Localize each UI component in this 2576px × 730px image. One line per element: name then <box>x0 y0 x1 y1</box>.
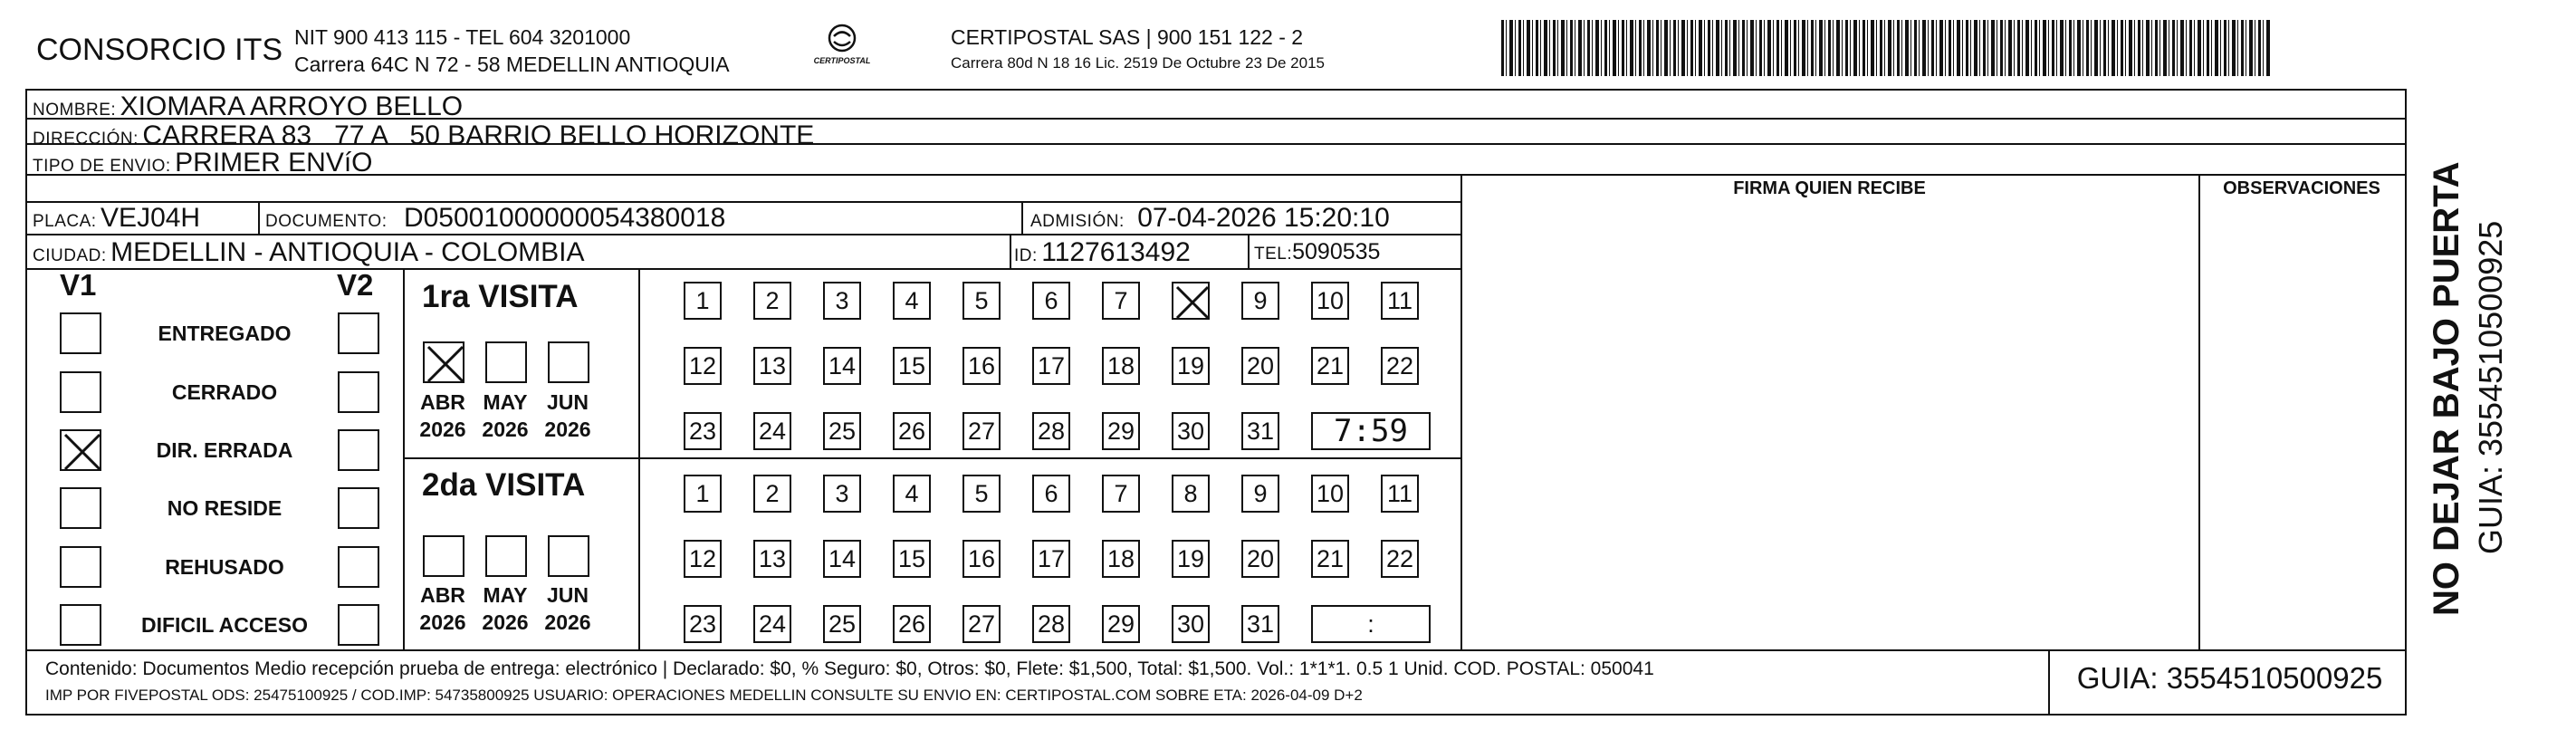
documento-value: D05001000000054380018 <box>403 203 726 233</box>
day-checkbox[interactable]: 3 <box>823 282 861 320</box>
day-checkbox[interactable]: 23 <box>684 412 722 450</box>
divider <box>25 268 1460 270</box>
day-checkbox[interactable]: 4 <box>893 282 931 320</box>
day-checkbox[interactable]: 28 <box>1032 412 1070 450</box>
day-checkbox[interactable]: 6 <box>1032 282 1070 320</box>
day-checkbox[interactable]: 5 <box>962 282 1001 320</box>
footer-imp: IMP POR FIVEPOSTAL ODS: 25475100925 / COD.IMP: 54735800925 USUARIO: OPERACIONES MEDELLIN CONSULTE SU ENVIO EN: CERTIPOSTAL.COM SOBRE ETA: 2026-04-09 D+2 <box>45 687 1363 704</box>
day-checkbox[interactable]: 9 <box>1241 475 1279 513</box>
day-checkbox[interactable]: 16 <box>962 540 1001 578</box>
side-warning: NO DEJAR BAJO PUERTA <box>2427 161 2466 616</box>
day-checkbox[interactable]: 28 <box>1032 605 1070 643</box>
company-nit: NIT 900 413 115 - TEL 604 3201000 <box>294 25 631 49</box>
time-field[interactable]: : <box>1311 605 1431 643</box>
day-checkbox[interactable]: 22 <box>1381 347 1419 385</box>
day-checkbox[interactable]: 24 <box>753 412 791 450</box>
day-checkbox[interactable]: 29 <box>1102 605 1140 643</box>
tel-label: TEL: <box>1254 245 1293 264</box>
ciudad-value: MEDELLIN - ANTIOQUIA - COLOMBIA <box>110 237 585 267</box>
day-checkbox[interactable]: 27 <box>962 412 1001 450</box>
day-checkbox[interactable]: 3 <box>823 475 861 513</box>
month-label: ABR <box>420 390 465 414</box>
month-label: MAY <box>483 390 528 414</box>
day-checkbox[interactable]: 26 <box>893 412 931 450</box>
status-label: NO RESIDE <box>167 496 282 520</box>
day-checkbox[interactable]: 21 <box>1311 347 1349 385</box>
documento-label: DOCUMENTO: <box>265 212 388 231</box>
side-guia: GUIA: 3554510500925 <box>2472 220 2509 554</box>
v1-label: V1 <box>60 268 97 302</box>
direccion-label: DIRECCIÓN: <box>33 130 139 149</box>
day-checkbox[interactable]: 11 <box>1381 282 1419 320</box>
year-label: 2026 <box>482 418 529 441</box>
day-checkbox[interactable]: 8 <box>1172 475 1210 513</box>
firma-header: FIRMA QUIEN RECIBE <box>1733 178 1926 198</box>
divider <box>25 89 27 716</box>
day-checkbox[interactable]: 13 <box>753 347 791 385</box>
v1-checkbox[interactable] <box>60 312 101 354</box>
divider <box>1010 234 1011 268</box>
day-checkbox[interactable]: 18 <box>1102 540 1140 578</box>
second-visit-title: 2da VISITA <box>422 467 586 503</box>
month-label: JUN <box>546 583 589 607</box>
day-checkbox[interactable]: 7 <box>1102 475 1140 513</box>
day-checkbox[interactable]: 25 <box>823 605 861 643</box>
ciudad-row <box>33 237 585 268</box>
day-checkbox[interactable]: 14 <box>823 540 861 578</box>
day-checkbox[interactable]: 24 <box>753 605 791 643</box>
year-label: 2026 <box>544 610 591 634</box>
day-checkbox[interactable]: 17 <box>1032 540 1070 578</box>
divider <box>25 89 2407 91</box>
divider <box>638 268 640 649</box>
divider <box>1460 174 1462 649</box>
day-checkbox[interactable]: 13 <box>753 540 791 578</box>
tipo-label: TIPO DE ENVIO: <box>33 157 171 176</box>
day-checkbox[interactable]: 31 <box>1241 412 1279 450</box>
divider <box>1248 234 1250 268</box>
divider <box>25 714 2407 716</box>
admision-label: ADMISIÓN: <box>1030 212 1125 231</box>
ciudad-label: CIUDAD: <box>33 246 107 265</box>
id-row <box>1014 237 1191 268</box>
day-checkbox[interactable]: 2 <box>753 282 791 320</box>
barcode <box>1501 20 2271 76</box>
tipo-row <box>33 148 373 178</box>
day-checkbox[interactable]: 20 <box>1241 540 1279 578</box>
day-checkbox[interactable]: 23 <box>684 605 722 643</box>
divider <box>403 457 1460 459</box>
v2-checkbox[interactable] <box>338 546 379 588</box>
day-checkbox[interactable]: 10 <box>1311 282 1349 320</box>
divider <box>2048 649 2050 714</box>
v2-label: V2 <box>337 268 374 302</box>
nombre-row <box>33 91 463 122</box>
day-checkbox[interactable]: 4 <box>893 475 931 513</box>
day-checkbox[interactable]: 29 <box>1102 412 1140 450</box>
day-checkbox[interactable]: 10 <box>1311 475 1349 513</box>
nombre-value: XIOMARA ARROYO BELLO <box>120 91 464 121</box>
day-checkbox[interactable]: 16 <box>962 347 1001 385</box>
v2-checkbox[interactable] <box>338 371 379 413</box>
admision-row <box>1030 203 1390 234</box>
day-checkbox[interactable]: 22 <box>1381 540 1419 578</box>
admision-value: 07-04-2026 15:20:10 <box>1137 203 1390 233</box>
year-label: 2026 <box>544 418 591 441</box>
year-label: 2026 <box>419 610 466 634</box>
certipostal-info: CERTIPOSTAL SAS | 900 151 122 - 2 <box>951 25 1304 49</box>
day-checkbox[interactable]: 31 <box>1241 605 1279 643</box>
v2-checkbox[interactable] <box>338 487 379 529</box>
documento-row <box>265 203 725 234</box>
divider <box>25 234 1460 235</box>
v1-checkbox[interactable] <box>60 371 101 413</box>
day-checkbox[interactable]: 7 <box>1102 282 1140 320</box>
status-label: DIR. ERRADA <box>156 438 293 462</box>
day-checkbox[interactable]: 30 <box>1172 605 1210 643</box>
company-name: CONSORCIO ITS <box>36 33 283 67</box>
day-checkbox[interactable]: 6 <box>1032 475 1070 513</box>
time-field[interactable]: 7:59 <box>1311 412 1431 450</box>
footer-guia: GUIA: 3554510500925 <box>2076 661 2383 695</box>
company-address: Carrera 64C N 72 - 58 MEDELLIN ANTIOQUIA <box>294 53 730 76</box>
day-checkbox[interactable]: 19 <box>1172 347 1210 385</box>
divider <box>258 201 260 234</box>
day-checkbox[interactable]: 14 <box>823 347 861 385</box>
id-label: ID: <box>1014 246 1038 265</box>
day-checkbox[interactable]: 27 <box>962 605 1001 643</box>
status-label: ENTREGADO <box>158 322 292 345</box>
month-checkbox[interactable] <box>548 341 589 383</box>
day-checkbox[interactable]: 30 <box>1172 412 1210 450</box>
divider <box>2198 174 2200 649</box>
year-label: 2026 <box>419 418 466 441</box>
status-label: DIFICIL ACCESO <box>140 613 308 637</box>
day-checkbox[interactable]: 1 <box>684 475 722 513</box>
tel-row <box>1254 239 1380 265</box>
month-checkbox[interactable] <box>485 535 527 577</box>
observaciones-header: OBSERVACIONES <box>2223 178 2380 198</box>
day-checkbox[interactable]: 12 <box>684 347 722 385</box>
month-checkbox[interactable] <box>485 341 527 383</box>
v1-checkbox[interactable] <box>60 546 101 588</box>
day-checkbox[interactable]: 12 <box>684 540 722 578</box>
day-checkbox[interactable]: 9 <box>1241 282 1279 320</box>
day-checkbox[interactable]: 21 <box>1311 540 1349 578</box>
placa-label: PLACA: <box>33 212 97 231</box>
divider <box>403 268 405 649</box>
v2-checkbox[interactable] <box>338 604 379 646</box>
day-checkbox[interactable]: 17 <box>1032 347 1070 385</box>
id-value: 1127613492 <box>1041 237 1191 267</box>
v1-checkbox[interactable] <box>60 604 101 646</box>
day-checkbox[interactable]: 1 <box>684 282 722 320</box>
nombre-label: NOMBRE: <box>33 101 117 120</box>
day-checkbox[interactable] <box>1172 282 1210 320</box>
v2-checkbox[interactable] <box>338 312 379 354</box>
day-checkbox[interactable]: 2 <box>753 475 791 513</box>
status-label: CERRADO <box>171 380 278 404</box>
month-label: ABR <box>420 583 465 607</box>
day-checkbox[interactable]: 26 <box>893 605 931 643</box>
placa-value: VEJ04H <box>101 203 201 233</box>
certipostal-logo-text: CERTIPOSTAL <box>813 56 871 65</box>
certipostal-license: Carrera 80d N 18 16 Lic. 2519 De Octubre 23 De 2015 <box>951 54 1325 72</box>
divider <box>1021 201 1023 234</box>
certipostal-logo <box>806 22 878 72</box>
day-checkbox[interactable]: 20 <box>1241 347 1279 385</box>
footer-contenido: Contenido: Documentos Medio recepción prueba de entrega: electrónico | Declarado: $0, % Seguro: $0, Otros: $0, Flete: $1,500, Total: $1,500. Vol.: 1*1*1. 0.5 1 Unid. COD. POSTAL: 050041 <box>45 658 1654 679</box>
day-checkbox[interactable]: 15 <box>893 540 931 578</box>
day-checkbox[interactable]: 19 <box>1172 540 1210 578</box>
direccion-value: CARRERA 83 77 A 50 BARRIO BELLO HORIZONTE <box>142 120 815 150</box>
month-checkbox[interactable] <box>423 341 464 383</box>
direccion-row <box>33 120 814 151</box>
month-label: MAY <box>483 583 528 607</box>
day-checkbox[interactable]: 5 <box>962 475 1001 513</box>
v1-checkbox[interactable] <box>60 429 101 471</box>
day-checkbox[interactable]: 18 <box>1102 347 1140 385</box>
placa-row <box>33 203 200 234</box>
day-checkbox[interactable]: 25 <box>823 412 861 450</box>
year-label: 2026 <box>482 610 529 634</box>
month-checkbox[interactable] <box>423 535 464 577</box>
month-checkbox[interactable] <box>548 535 589 577</box>
tipo-value: PRIMER ENVíO <box>175 148 373 178</box>
day-checkbox[interactable]: 11 <box>1381 475 1419 513</box>
v1-checkbox[interactable] <box>60 487 101 529</box>
divider <box>2405 89 2407 716</box>
status-label: REHUSADO <box>165 555 284 579</box>
divider <box>25 174 2407 176</box>
day-checkbox[interactable]: 15 <box>893 347 931 385</box>
month-label: JUN <box>546 390 589 414</box>
first-visit-title: 1ra VISITA <box>422 279 579 314</box>
tel-value: 5090535 <box>1292 239 1381 264</box>
v2-checkbox[interactable] <box>338 429 379 471</box>
